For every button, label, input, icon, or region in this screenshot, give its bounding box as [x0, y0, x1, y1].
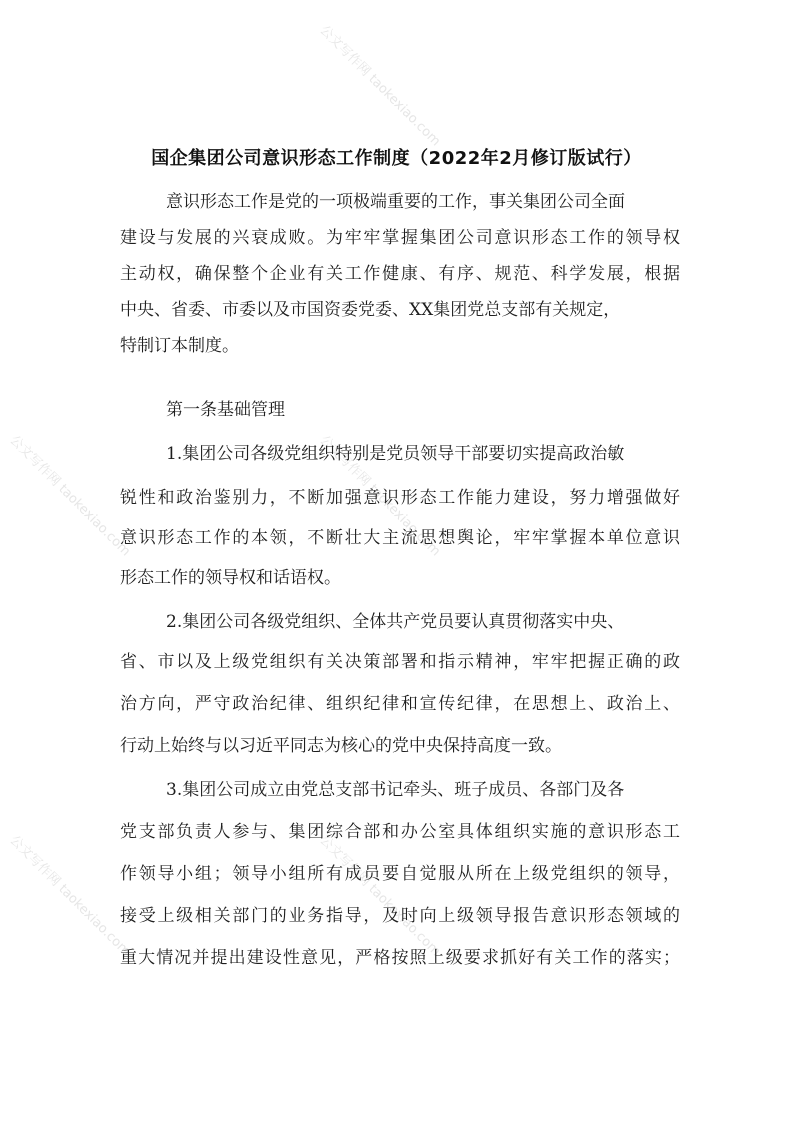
- section-heading: 第一条基础管理: [166, 400, 285, 420]
- paragraph-line: 2.集团公司各级党组织、全体共产党员要认真贯彻落实中央、: [166, 612, 625, 632]
- paragraph-line: 治方向，严守政治纪律、组织纪律和宣传纪律，在思想上、政治上、: [120, 694, 680, 714]
- watermark-text: 公文写作网 taokexiao.com: [6, 832, 134, 960]
- paragraph-line: 1.集团公司各级党组织特别是党员领导干部要切实提高政治敏: [166, 444, 625, 464]
- paragraph-line: 形态工作的领导权和话语权。: [120, 568, 341, 588]
- paragraph-line: 中央、省委、市委以及市国资委党委、XX集团党总支部有关规定，: [120, 300, 621, 320]
- paragraph-line: 重大情况并提出建设性意见，严格按照上级要求抓好有关工作的落实；: [120, 948, 680, 968]
- watermark-text: 公文写作网 taokexiao.com: [316, 432, 444, 560]
- paragraph-line: 作领导小组；领导小组所有成员要自觉服从所在上级党组织的领导，: [120, 864, 680, 884]
- paragraph-line: 省、市以及上级党组织有关决策部署和指示精神，牢牢把握正确的政: [120, 652, 680, 672]
- watermark-text: 公文写作网 taokexiao.com: [316, 22, 444, 150]
- paragraph-line: 接受上级相关部门的业务指导，及时向上级领导报告意识形态领域的: [120, 906, 680, 926]
- watermark-text: 公文写作网 taokexiao.com: [6, 432, 134, 560]
- watermark-text: 公文写作网 taokexiao.com: [316, 832, 444, 960]
- paragraph-line: 特制订本制度。: [120, 336, 239, 356]
- paragraph-line: 意识形态工作是党的一项极端重要的工作，事关集团公司全面: [166, 192, 625, 212]
- paragraph-line: 党支部负责人参与、集团综合部和办公室具体组织实施的意识形态工: [120, 822, 680, 842]
- paragraph-line: 意识形态工作的本领，不断壮大主流思想舆论，牢牢掌握本单位意识: [120, 528, 680, 548]
- paragraph-line: 建设与发展的兴衰成败。为牢牢掌握集团公司意识形态工作的领导权: [120, 228, 680, 248]
- paragraph-line: 3.集团公司成立由党总支部书记牵头、班子成员、各部门及各: [166, 780, 625, 800]
- paragraph-line: 锐性和政治鉴别力，不断加强意识形态工作能力建设，努力增强做好: [120, 488, 680, 508]
- document-title: 国企集团公司意识形态工作制度（2022年2月修订版试行）: [151, 148, 642, 170]
- paragraph-line: 行动上始终与以习近平同志为核心的党中央保持高度一致。: [120, 736, 562, 756]
- paragraph-line: 主动权，确保整个企业有关工作健康、有序、规范、科学发展，根据: [120, 264, 680, 284]
